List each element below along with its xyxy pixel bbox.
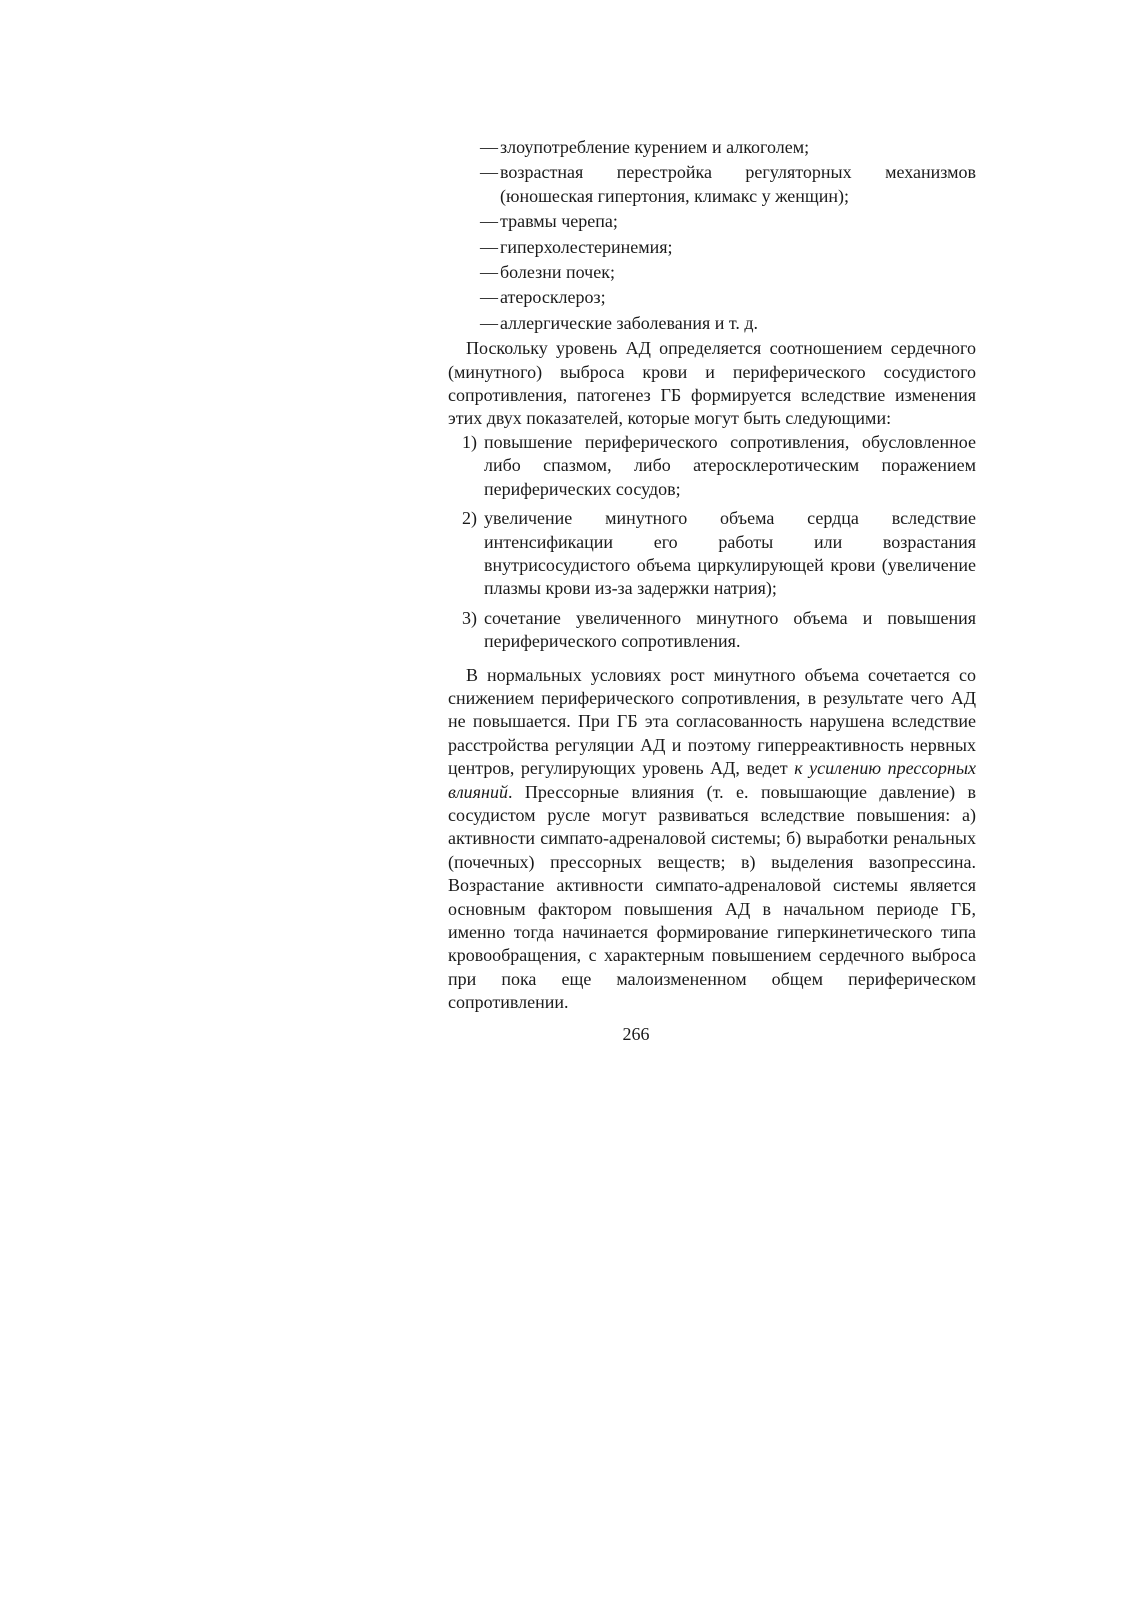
- mechanism-list: [448, 431, 976, 654]
- emphasis-text: к усилению прессорных влияний: [448, 758, 976, 802]
- list-item: [448, 161, 976, 208]
- mechanism-text: повышение периферического сопротивления, обусловленное либо спазмом, либо атеросклеротическим поражением периферических сосудов;: [484, 431, 976, 499]
- item-number: 1): [462, 431, 477, 452]
- dash-marker: —: [480, 287, 498, 308]
- risk-factor-text: болезни почек;: [500, 262, 615, 283]
- page-body: [448, 136, 976, 1015]
- risk-factor-text: аллергические заболевания и т. д.: [500, 312, 759, 333]
- list-item: [448, 210, 976, 233]
- dash-marker: —: [480, 211, 498, 232]
- dash-marker: —: [480, 162, 498, 183]
- paragraph-pathogenesis: Поскольку уровень АД определяется соотношением сердечного (минутного) выброса крови и периферического сосудистого сопротивления, патогенез ГБ формируется вследствие изменения этих двух показателей, которые могут быть следующими:: [448, 338, 976, 429]
- dash-marker: —: [480, 137, 498, 157]
- dash-marker: —: [480, 262, 498, 283]
- mechanism-text: сочетание увеличенного минутного объема и повышения периферического сопротивления.: [484, 607, 976, 652]
- item-number: 3): [462, 607, 477, 628]
- list-item: [448, 261, 976, 284]
- risk-factor-list: [448, 136, 976, 335]
- risk-factor-text: злоупотребление курением и алкоголем;: [500, 137, 810, 157]
- risk-factor-text: гиперхолестеринемия;: [500, 236, 673, 257]
- risk-factor-text: травмы черепа;: [500, 211, 618, 232]
- item-number: 2): [462, 508, 477, 529]
- list-item: [448, 607, 976, 654]
- paragraph-text: В нормальных условиях рост минутного объема сочетается со снижением периферического сопротивления, в результате чего АД не повышается. При ГБ эта согласованность нарушена вследствие расстройства регуляции АД и поэтому гиперреактивность нервных центров, регулирующих уровень АД, ведет: [448, 664, 976, 779]
- list-item: [448, 286, 976, 309]
- dash-marker: —: [480, 236, 498, 257]
- dash-marker: —: [480, 312, 498, 333]
- mechanism-text: увеличение минутного объема сердца вследствие интенсификации его работы или возрастания внутрисосудистого объема циркулирующей крови (увеличение плазмы крови из-за задержки натрия);: [484, 508, 976, 599]
- list-item: [448, 236, 976, 259]
- paragraph-text: . Прессорные влияния (т. е. повышающие давление) в сосудистом русле могут развиваться вследствие повышения: а) активности симпато-адреналовой системы; б) выработки ренальных (почечных) прессорных веществ; в) выделения вазопрессина. Возрастание активности симпато-адреналовой системы является основным фактором повышения АД в начальном периоде ГБ, именно тогда начинается формирование гиперкинетического типа кровообращения, с характерным повышением сердечного выброса при пока еще малоизмененном общем периферическом сопротивлении.: [448, 781, 976, 1013]
- list-item: [448, 312, 976, 335]
- list-item: [448, 431, 976, 501]
- list-item: [448, 136, 976, 159]
- list-item: [448, 507, 976, 601]
- paragraph-normal-conditions: [448, 664, 976, 1015]
- page-number: 266: [622, 1024, 650, 1044]
- risk-factor-text: возрастная перестройка регуляторных механизмов (юношеская гипертония, климакс у женщин);: [500, 162, 976, 206]
- risk-factor-text: атеросклероз;: [500, 287, 606, 308]
